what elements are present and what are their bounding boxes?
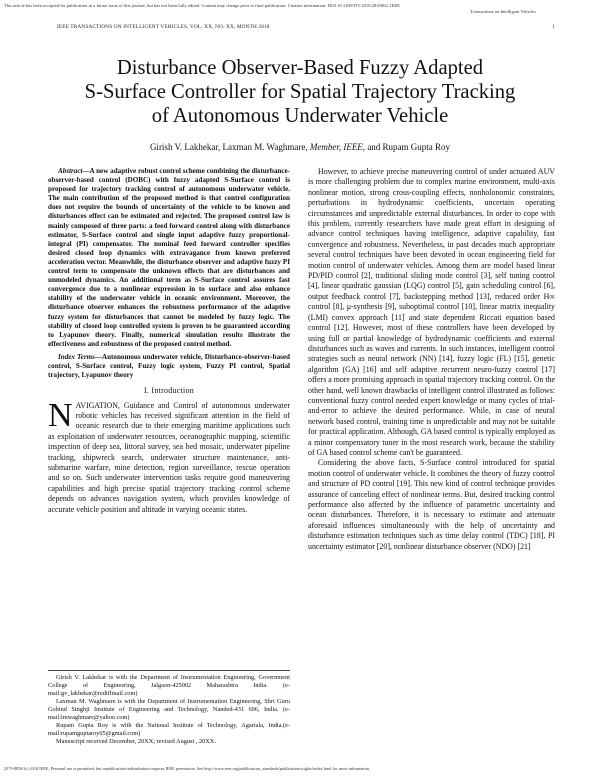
author-last: and Rupam Gupta Roy: [367, 142, 451, 152]
index-terms-label: Index Terms: [58, 352, 95, 361]
footnote-manuscript: Manuscript received December, 20XX; revised August , 20XX.: [56, 738, 216, 745]
preprint-notice: [4, 3, 596, 15]
footnote-author-2: Laxman M. Waghmare is with the Department of Instrumentation Engineering, Shri Guru Gobind Singhji Institute of Engineering and Technology, Nanded-431 606, India. (e-mail:lmwaghmare@yahoo.com): [48, 698, 290, 721]
abstract-label: Abstract: [58, 167, 83, 175]
notice-line-1: This article has been accepted for publication in a future issue of this journal, but has not been fully edited. Content may change prior to final publication. Citation information: DOI 10.1109/TIV.2018.2816002, IEEE: [4, 3, 400, 8]
right-column: [308, 167, 555, 552]
right-paragraph-1: However, to achieve precise maneuvering control of under actuated AUV is more challenging problem due to complex marine environment, multi-axis nonlinear motion, strong cross-coupling effects, nonholonomic constraints, perturbations in hydrodynamic coefficients, uncertain operating circumstances and unpredictable external disturbances. In order to cope with this problem, currently researchers have made great effort in designing of advance control techniques having intelligence, adaptive capability, fast convergence and robustness. Nevertheless, in past decades much appropriate several control techniques have been devoted in ocean engineering field for motion control of underwater vehicles. Among them are model based linear PD/PID control [2], traditional sliding mode control [3], self tuning control [4], linear quadratic gaussian (LQG) control [5], gain scheduling control [6], output feedback control [7], backstepping method [13], reduced order H∞ control [8], μ-synthesis [9], suboptimal control [10], linear matrix inequality (LMI) convex approach [11] and state dependent Riccati equation based control [12]. However, most of these controllers have been developed by using full or partial knowledge of hydrodynamic coefficients and external disturbances such as waves and currents. In such instances, intelligent control strategies such as neural network (NN) [14], fuzzy logic (FL) [15], genetic algorithm (GA) [16] and self adaptive recurrent neuro-fuzzy control [17] offers a more promising approach in spatial trajectory tracking control. On the other hand, well known drawbacks of intelligent control illustrated as follows: conventional fuzzy control needed expert knowledge or many cycles of trial-and-error to achieve the desired performance. While, in case of neural network based control, training time is unpredictable and may not be suitable for practical application. Although, GA based control is typically employed as a minor compensatory tuner in the most research work, because the stability of GA based control scheme can't be guaranteed.: [308, 167, 556, 457]
section-heading-introduction: I. Introduction: [143, 386, 195, 396]
index-terms-text: —Autonomous underwater vehicle, Disturbance-observer-based control, S-Surface control, Fuzzy logic system, Fuzzy PI control, Spatial trajectory, Lyapunov theory: [48, 352, 290, 380]
drop-cap: N: [48, 396, 73, 434]
left-column: [48, 167, 290, 515]
footnote-author-1: Girish V. Lakhekar is with the Department of Instrumentation Engineering, Government College of Engineering, Jalgaon-425002 Maharashtra India. (e-mail:gv_lakhekar@rediffmail.com): [48, 674, 290, 697]
journal-header: IEEE TRANSACTIONS ON INTELLIGENT VEHICLES, VOL. XX, NO. XX, MONTH 2018: [57, 24, 270, 30]
author-names: Girish V. Lakhekar, Laxman M. Waghmare,: [149, 142, 308, 152]
title-line-2: S-Surface Controller for Spatial Trajectory Tracking: [84, 81, 516, 103]
running-header: [57, 24, 555, 30]
intro-paragraph: [48, 396, 290, 515]
copyright-footer: 2379-8858 (c) 2018 IEEE. Personal use is permitted, but republication/redistribution requires IEEE permission. See http://www.ieee.org/publications_standards/publications/rights/index.html for more information.: [4, 766, 370, 771]
author-line: [20, 142, 580, 152]
footnote-rule: [48, 670, 290, 671]
title-line-3: of Autonomous Underwater Vehicle: [151, 105, 449, 127]
notice-line-2: Transactions on Intelligent Vehicles: [470, 9, 536, 14]
footnote-author-3: Rupam Gupta Roy is with the National Institute of Technology, Agartala, India.(e-mail:rupamguptaroy05@gmail.com): [48, 722, 290, 737]
abstract: [48, 167, 290, 349]
right-paragraph-2: Considering the above facts, S-Surface control introduced for spatial motion control of underwater vehicle. It combines the theory of fuzzy control and structure of PD control [19]. This new kind of control technique provides assurance of canceling effect of nonlinear terms. But, desired tracking control performance also affected by the influence of parametric uncertainty and ocean disturbances. Therefore, it is necessary to estimate and attenuate aforesaid influences simultaneously with the help of uncertainty and disturbance estimation techniques such as time delay control (TDC) [18], PI uncertainty estimator [20], nonlinear disturbance observer (NDO) [21]: [308, 458, 555, 551]
title-line-1: Disturbance Observer-Based Fuzzy Adapted: [116, 57, 484, 79]
page-number: 1: [552, 24, 555, 30]
footnotes: [48, 674, 290, 746]
intro-lead: AVIGATION,: [75, 400, 120, 410]
paper-title: [20, 56, 580, 128]
author-membership: Member, IEEE,: [309, 142, 366, 152]
index-terms: [48, 353, 290, 380]
abstract-text: —A new adaptive robust control scheme combining the disturbance-observer-based control (DOBC) with fuzzy adapted S-Surface control is proposed for trajectory tracking control of autonomous underwater vehicle. The main contribution of the proposed method is that control configuration does not require the bounds of uncertainty of the vehicle to be known and disturbances effect can be estimated and rejected. The proposed control law is mainly composed of three parts: a feed forward control along with disturbance estimator, S-Surface control and single input adaptive fuzzy proportional-integral (PI) compensator. The nominal feed forward controller specifies desired closed loop dynamics with extravagance from known preferred acceleration vector. Meanwhile, the disturbance observer and adaptive fuzzy PI control term to compensate the unknown effects that are disturbances and unmodeled dynamics. An additional term as S-Surface control assures fast convergence due to a nonlinear expression in to surface and also enhance stability of the underwater vehicle in oceanic environment. Moreover, the disturbance observer enhances the robustness performance of the adaptive fuzzy system for disturbances that cannot be modeled by fuzzy logic. The stability of closed loop controlled system is proven to be guaranteed according to Lyapunov theory. Finally, numerical simulation results illustrate the effectiveness and robustness of the proposed control method.: [48, 167, 290, 348]
intro-text: Guidance and Control of autonomous underwater robotic vehicles has received significant attention in the field of oceanic research due to their emerging maritime applications such as exploitation of underwater resources, oceanographic mapping, scientific inspection of deep sea, littoral survey, sea bed mosaic, underwater pipeline tracking, shipwreck search, underwater structure maintenance, anti-submarine warfare, mine detection, region surveillance, rescue operation and so on. Such underwater intervention tasks require good maneuvering capabilities and high precise spatial trajectory tracking control scheme depends on advances navigation system, which provides knowledge of accurate vehicle position and altitude in varying oceanic states.: [48, 400, 290, 514]
